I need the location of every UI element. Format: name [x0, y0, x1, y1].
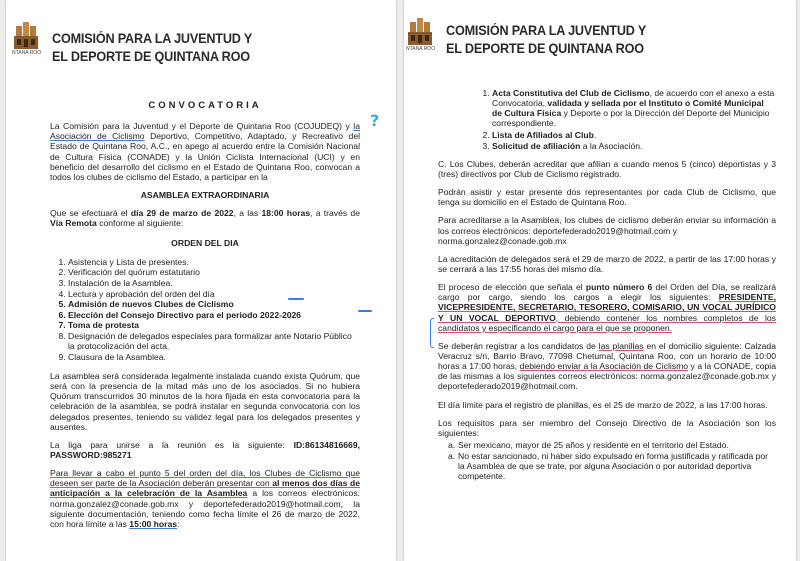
handwritten-dash-mark [358, 310, 372, 312]
document-page-1 [6, 0, 396, 561]
date-text-c: , a las [233, 208, 262, 219]
agenda-item: 3. Instalación de la Asamblea. [68, 278, 360, 288]
accreditation-email: norma.gonzalez@conade.gob.mx [438, 235, 567, 246]
date-paragraph [50, 208, 360, 228]
page-header [404, 8, 796, 68]
requirement-item [492, 88, 776, 129]
registration-paragraph [438, 341, 776, 392]
deadline-paragraph: El día límite para el registro de planillas, es el 25 de marzo de 2022, a las 17:00 horas. [438, 399, 768, 410]
agenda-list [68, 257, 360, 362]
req1-text-b: , de acuerdo con el anexo a esta Convocatoria, [492, 88, 775, 109]
agenda-item: 6. Elección del Consejo Directivo para el periodo 2022-2026 [68, 310, 360, 320]
intro-text-a: La Comisión para la Juventud y el Deporte de Quintana Roo (COJUDEQ) y [50, 121, 354, 132]
agenda-item: 1. Asistencia y Lista de presentes. [68, 257, 360, 267]
accreditation-text: Para acreditarse a la Asamblea, los clubes de ciclismo deberán enviar su información a los correos electrónicos: deportefederado2019@hotmail.com y [438, 215, 776, 236]
req3-text: a la Asociación. [580, 140, 643, 151]
intro-text-c: Deportivo, Competitivo, Adaptado, y Recreativo del Estado de Quintana Roo, A.C., en apego al acuerdo entre la Comisión Nacional de Cultura Física (CONADE) y la Unión Ciclista Internacional (UCI) y en beneficio del desarrollo del ciclismo en el Estado de Quintana Roo, convocan a todos los clubes de ciclismo del Estado, a participar en la [50, 131, 361, 182]
member-requirement-item: a. Ser mexicano, mayor de 25 años y residente en el territorio del Estado. [448, 440, 776, 450]
registration-text-c: en el domicilio siguiente: Calzada Veracruz s/n, Barrio Bravo, 77098 Chetumal, Quintana Roo, con un horario de 10:00 horas a 17:00 horas, [438, 340, 776, 372]
req2-text: . [593, 129, 597, 140]
meeting-credentials: ID:86134816669, PASSWORD:985271 [50, 439, 360, 460]
logo-text: NTANA ROO [406, 46, 436, 52]
agenda-item: 2. Verificación del quórum estatutario [68, 267, 360, 277]
accreditation-paragraph [438, 215, 776, 245]
org-title-line1: COMISIÓN PARA LA JUVENTUD Y [52, 31, 253, 46]
member-requirements-list [448, 440, 776, 482]
org-title-line1: COMISIÓN PARA LA JUVENTUD Y [446, 23, 647, 38]
point5-text-a: Para llevar a cabo el punto 5 del orden del día, los Clubes de Ciclismo que deseen ser parte de la Asociación deberán presentar con [50, 468, 360, 489]
link-text: La liga para unirse a la reunión es la siguiente: [50, 439, 294, 450]
election-paragraph [438, 282, 776, 333]
election-text-e: , debiendo contener los nombres completos de los candidatos y especificando el cargo para el que se proponen. [438, 312, 776, 333]
requirement-item [492, 130, 776, 140]
requirements-list [492, 88, 776, 151]
handwritten-bracket-mark [430, 318, 434, 348]
quintana-roo-emblem-icon [406, 16, 434, 46]
election-positions: PRESIDENTE, VICEPRESIDENTE, SECRETARIO, TESORERO, COMISARIO, UN VOCAL JURÍDICO Y UN VOCAL DEPORTIVO [438, 292, 776, 323]
req1-validation: validada y sellada por el Instituto o Comité Municipal de Cultura Física [492, 98, 764, 119]
date-text-e: , a través de [310, 208, 360, 219]
page-header [6, 8, 396, 68]
election-text-a: El proceso de elección que señala el [438, 282, 586, 293]
representatives-paragraph: Podrán asistir y estar presente dos representantes por cada Club de Ciclismo, que tenga su domicilio en el Estado de Quintana Roo. [438, 187, 776, 208]
intro-paragraph [50, 121, 360, 182]
point5-paragraph [50, 468, 360, 529]
organization-title [52, 30, 359, 65]
registration-text-e: y a la CONADE, copia de las mismas a los siguientes correos electrónicos: norma.gonzalez@conade.gob.mx y deportefederado2019@hotmail.com. [438, 361, 776, 392]
org-title-line2: EL DEPORTE DE QUINTANA ROO [52, 48, 250, 64]
date-text-a: Que se efectuará el [50, 208, 131, 219]
clubs-paragraph: C. Los Clubes, deberán acreditar que afilian a cuando menos 5 (cinco) deportistas y 3 (tres) directivos por Club de Ciclismo registrado. [438, 158, 776, 179]
point5-deadline-time: 15:00 horas [129, 518, 178, 529]
link-paragraph [50, 440, 360, 460]
agenda-item: 5. Admisión de nuevos Clubes de Ciclismo [68, 299, 360, 309]
member-requirement-item: a. No estar sancionado, ni haber sido expulsado en forma justificada y ratificada por la Asamblea de que se trate, por alguna Asociación o por autoridad deportiva competente. [448, 451, 776, 481]
assembly-title: ASAMBLEA EXTRAORDINARIA [140, 190, 270, 201]
state-logo [12, 20, 40, 56]
point5-anticipation: al menos dos días de anticipación a la celebración de la Asamblea [50, 478, 360, 499]
point5-text-c: a los correos electrónicos: norma.gonzalez@conade.gob.mx y deportefederado2019@hotmail.com, la siguiente documentación, teniendo como fecha límite el 26 de marzo de 2022, con hora límite a las [50, 488, 361, 529]
election-point: punto número 6 [585, 282, 653, 293]
assembly-mode: Vía Remota [50, 218, 97, 229]
date-text-g: conforme al siguiente: [96, 218, 184, 229]
document-page-2 [404, 0, 796, 561]
quorum-paragraph: La asamblea será considerada legalmente instalada cuando exista Quórum, que será con la presencia de la mitad más uno de los asociados. Si no hubiera Quórum transcurridos 30 minutos de la hora fijada en esta convocatoria para la celebración de la asamblea, se podrá instalar en segunda convocatoria con los delegados presentes, teniendo su validez legal para los delegados presentes y ausentes. [50, 371, 360, 432]
organization-title [446, 22, 753, 57]
handwritten-dash-mark [288, 298, 304, 300]
registration-text-a: Se deberán registrar a los candidatos de [438, 340, 599, 351]
assembly-date: día 29 de marzo de 2022 [130, 208, 234, 219]
req2-title: Lista de Afiliados al Club [492, 129, 594, 140]
req3-title: Solicitud de afiliación [492, 140, 581, 151]
delegates-paragraph: La acreditación de delegados será el 29 de marzo de 2022, a partir de las 17:00 horas y se cerrará a las 17:55 horas del mismo día. [438, 253, 776, 274]
page1-body [50, 100, 360, 537]
handwritten-question-mark-icon: ? [370, 111, 380, 130]
intro-text-underlined: la Asociación de Ciclismo [50, 121, 360, 142]
registration-send: debiendo enviar a la Asociación de Ciclismo [519, 361, 689, 372]
agenda-title: ORDEN DEL DIA [171, 238, 239, 249]
requirement-item [492, 141, 776, 151]
quintana-roo-emblem-icon [12, 20, 40, 50]
req1-text-d: y Deporte o por la Dirección del Deporte del Municipio correspondiente. [492, 108, 770, 129]
logo-text: NTANA ROO [12, 50, 42, 56]
state-logo [406, 16, 434, 52]
agenda-item: 9. Clausura de la Asamblea. [68, 352, 360, 362]
agenda-item: 7. Toma de protesta [68, 320, 360, 330]
assembly-time: 18:00 horas [261, 208, 311, 219]
agenda-item: 8. Designación de delegados especiales para formalizar ante Notario Público la protocolización del acta. [68, 331, 360, 351]
page2-body [438, 88, 776, 483]
point5-text-e: : [177, 518, 180, 529]
req1-title: Acta Constitutiva del Club de Ciclismo [492, 88, 650, 98]
agenda-item: 4. Lectura y aprobación del orden del día [68, 289, 360, 299]
convocatoria-heading: CONVOCATORIA [148, 100, 262, 111]
registration-slates: las planillas [598, 340, 644, 351]
member-requirements-paragraph: Los requisitos para ser miembro del Consejo Directivo de la Asociación son los siguientes: [438, 417, 776, 438]
election-text-c: del Orden del Día, se realizará cargo por cargo, siendo los cargos a elegir los siguientes: [438, 282, 776, 303]
org-title-line2: EL DEPORTE DE QUINTANA ROO [446, 40, 644, 56]
